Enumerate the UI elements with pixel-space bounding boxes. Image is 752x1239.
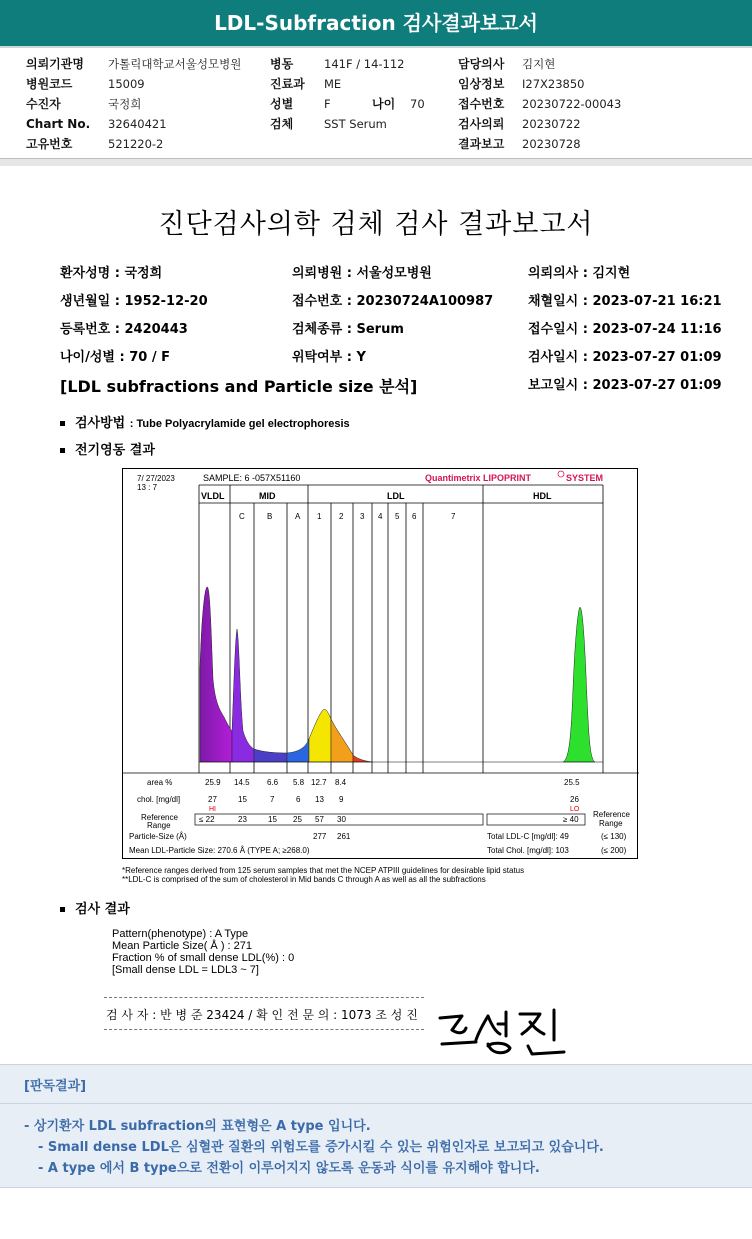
range-label: Range xyxy=(147,821,171,830)
sub-band-label: 1 xyxy=(317,512,322,521)
handwritten-signature-image xyxy=(436,1004,576,1060)
footnote-2: **LDL-C is comprised of the sum of cholesterol in Mid bands C through A as well as all the subfractions xyxy=(122,875,486,884)
header-label: 결과보고 xyxy=(458,137,505,151)
info-report-time: 보고일시 : 2023-07-27 01:09 xyxy=(528,378,722,393)
header-label: 진료과 xyxy=(270,77,305,91)
info-age-sex: 나이/성별 : 70 / F xyxy=(60,350,171,365)
psize-label: Particle-Size (Å) xyxy=(129,832,187,841)
info-test-time: 검사일시 : 2023-07-27 01:09 xyxy=(528,350,722,365)
mean-size: Mean LDL-Particle Size: 270.6 Å (TYPE A; ≥268.0) xyxy=(129,846,310,855)
judgement-panel xyxy=(0,1064,752,1188)
area-cell: 5.8 xyxy=(293,778,305,787)
header-label: 성별 xyxy=(270,97,294,111)
header-value: 521220-2 xyxy=(108,137,164,151)
peak-mid-b xyxy=(254,749,287,762)
peak-mid-a xyxy=(287,739,309,762)
info-outsourced: 위탁여부 : Y xyxy=(292,350,366,365)
result-label: 검사 결과 xyxy=(75,902,130,917)
ref-cell: 23 xyxy=(238,815,247,824)
info-accession: 접수번호 : 20230724A100987 xyxy=(292,294,494,309)
area-cell: 14.5 xyxy=(234,778,250,787)
band-ldl: LDL xyxy=(387,491,405,501)
header-label: 의뢰기관명 xyxy=(26,57,84,71)
age-value: 70 xyxy=(410,97,425,111)
chol-cell: 13 xyxy=(315,795,324,804)
psize-cell: 277 xyxy=(313,832,327,841)
area-cell: 25.9 xyxy=(205,778,221,787)
row-label-area: area % xyxy=(147,778,173,787)
header-label: 병원코드 xyxy=(26,77,73,91)
report-document xyxy=(0,166,752,1062)
results-table xyxy=(129,778,630,855)
header-value: 141F / 14-112 xyxy=(324,57,405,71)
right-ref-label: Reference xyxy=(593,810,630,819)
registered-icon xyxy=(558,471,564,477)
chol-cell: 27 xyxy=(208,795,217,804)
result-item: Pattern(phenotype) : A Type xyxy=(112,928,249,940)
method-label: 검사방법 xyxy=(75,416,126,431)
peak-ldl2 xyxy=(331,719,353,762)
section-title: [LDL subfractions and Particle size 분석] xyxy=(60,377,418,396)
sub-band-label: 6 xyxy=(412,512,417,521)
lp-brand: Quantimetrix LIPOPRINT xyxy=(425,473,532,483)
bullet-icon xyxy=(60,907,65,912)
judgement-divider xyxy=(0,1103,752,1104)
psize-cell: 261 xyxy=(337,832,351,841)
electro-label: 전기영동 결과 xyxy=(75,443,155,458)
lipoprint-svg xyxy=(123,469,639,860)
total-ldl: Total LDL-C [mg/dl]: 49 xyxy=(487,832,569,841)
sub-band-label: 4 xyxy=(378,512,383,521)
chol-cell: 6 xyxy=(296,795,301,804)
header-value: 32640421 xyxy=(108,117,167,131)
peak-vldl xyxy=(200,587,232,762)
header-col-3 xyxy=(458,56,621,156)
info-draw-time: 채혈일시 : 2023-07-21 16:21 xyxy=(528,294,722,309)
chol-cell: 26 xyxy=(570,795,579,804)
peak-ldl1 xyxy=(309,709,331,762)
lp-sample: SAMPLE: 6 -057X51160 xyxy=(203,473,301,483)
method-value: : Tube Polyacrylamide gel electrophoresis xyxy=(129,418,350,430)
header-value: ME xyxy=(324,77,342,91)
electro-row xyxy=(60,439,155,458)
header-value: 20230722-00043 xyxy=(522,97,622,111)
header-label: Chart No. xyxy=(26,117,91,131)
area-cell: 25.5 xyxy=(564,778,580,787)
peak-ldl3 xyxy=(353,755,372,762)
header-value: 20230722 xyxy=(522,117,581,131)
footnote-1: *Reference ranges derived from 125 serum samples that met the NCEP ATPIII guidelines for desirable lipid status xyxy=(122,866,525,875)
ref-label: Reference xyxy=(141,813,178,822)
header-label: 임상정보 xyxy=(458,77,505,91)
chol-cell: 9 xyxy=(339,795,344,804)
signature-line: 검 사 자 : 반 병 준 23424 / 확 인 전 문 의 : 1073 조 성 진 xyxy=(106,1008,418,1022)
result-list xyxy=(112,928,294,976)
ref-cell: 25 xyxy=(293,815,302,824)
signature-block xyxy=(104,997,424,1030)
header-value: 김지현 xyxy=(522,57,556,71)
header-label: 수진자 xyxy=(26,97,61,111)
sub-band-label: A xyxy=(295,512,301,521)
info-patient: 환자성명 : 국정희 xyxy=(60,266,163,281)
header-label: 담당의사 xyxy=(458,57,505,71)
result-row xyxy=(60,898,130,917)
flag-lo: LO xyxy=(570,806,580,813)
report-title: 진단검사의학 검체 검사 결과보고서 xyxy=(158,209,594,240)
info-doctor: 의뢰의사 : 김지현 xyxy=(528,266,631,281)
area-cell: 6.6 xyxy=(267,778,279,787)
header-value: SST Serum xyxy=(324,117,387,131)
judgement-title: [판독결과] xyxy=(24,1079,87,1094)
sub-band-label: 7 xyxy=(451,512,456,521)
header-label: 검사의뢰 xyxy=(458,117,505,131)
ref-cell: 30 xyxy=(337,815,346,824)
header-label: 병동 xyxy=(270,57,294,71)
band-lines xyxy=(199,485,603,773)
lipoprint-chart xyxy=(122,468,638,859)
ref-cell: 57 xyxy=(315,815,324,824)
header-label: 고유번호 xyxy=(26,137,73,151)
info-recv-time: 접수일시 : 2023-07-24 11:16 xyxy=(528,322,722,337)
area-cell: 8.4 xyxy=(335,778,347,787)
total-ldl-ref: (≤ 130) xyxy=(601,832,627,841)
sub-band-label: 5 xyxy=(395,512,400,521)
title-divider xyxy=(0,46,752,48)
header-col-2 xyxy=(270,56,425,136)
judgement-line: - 상기환자 LDL subfraction의 표현형은 A type 입니다. xyxy=(24,1119,371,1134)
lp-date: 7/ 27/2023 xyxy=(137,474,175,483)
sub-band-label: 3 xyxy=(360,512,365,521)
info-specimen: 검체종류 : Serum xyxy=(292,322,404,337)
header-value: F xyxy=(324,97,331,111)
total-chol-ref: (≤ 200) xyxy=(601,846,627,855)
info-hospital: 의뢰병원 : 서울성모병원 xyxy=(292,266,432,281)
band-vldl: VLDL xyxy=(201,491,225,501)
header-value: 20230728 xyxy=(522,137,581,151)
sub-band-label: C xyxy=(239,512,245,521)
header-separator xyxy=(0,158,752,166)
bullet-icon xyxy=(60,421,65,426)
judgement-line: - Small dense LDL은 심혈관 질환의 위험도를 증가시킬 수 있는 위험인자로 보고되고 있습니다. xyxy=(38,1140,604,1155)
header-label: 접수번호 xyxy=(458,97,505,111)
info-birth: 생년월일 : 1952-12-20 xyxy=(60,294,208,309)
sub-band-label: 2 xyxy=(339,512,344,521)
band-hdl: HDL xyxy=(533,491,552,501)
flag-hi: HI xyxy=(209,806,216,813)
header-value: I27X23850 xyxy=(522,77,585,91)
peak-hdl xyxy=(563,607,595,762)
age-label: 나이 xyxy=(372,97,396,111)
result-item: [Small dense LDL = LDL3 ~ 7] xyxy=(112,964,259,976)
result-item: Mean Particle Size( Å ) : 271 xyxy=(112,940,253,952)
header-label: 검체 xyxy=(270,117,294,131)
band-mid: MID xyxy=(259,491,276,501)
sub-band-label: B xyxy=(267,512,273,521)
header-value: 국정희 xyxy=(108,97,142,111)
judgement-line: - A type 에서 B type으로 전환이 이루어지지 않도록 운동과 식이를 유지해야 합니다. xyxy=(38,1161,540,1176)
area-cell: 12.7 xyxy=(311,778,327,787)
peak-mid-c xyxy=(232,629,254,762)
header-value: 가톨릭대학교서울성모병원 xyxy=(108,57,242,71)
ref-cell: 15 xyxy=(268,815,277,824)
ref-cell: ≥ 40 xyxy=(563,815,579,824)
lp-brand-suffix: SYSTEM xyxy=(566,473,604,483)
dash-line xyxy=(104,1029,424,1030)
chol-cell: 15 xyxy=(238,795,247,804)
info-reg-no: 등록번호 : 2420443 xyxy=(60,322,188,337)
result-item: Fraction % of small dense LDL(%) : 0 xyxy=(112,952,295,964)
header-col-1 xyxy=(26,56,241,156)
lp-time: 13 : 7 xyxy=(137,483,158,492)
total-chol: Total Chol. [mg/dl]: 103 xyxy=(487,846,569,855)
row-label-chol: chol. [mg/dl] xyxy=(137,795,181,804)
header-value: 15009 xyxy=(108,77,145,91)
bullet-icon xyxy=(60,448,65,453)
footnotes xyxy=(122,866,524,884)
chol-cell: 7 xyxy=(270,795,275,804)
window-title: LDL-Subfraction 검사결과보고서 xyxy=(0,0,752,46)
method-row xyxy=(60,412,350,431)
ref-cell: ≤ 22 xyxy=(199,815,215,824)
sub-band-labels xyxy=(239,512,456,521)
right-range-label: Range xyxy=(599,819,623,828)
